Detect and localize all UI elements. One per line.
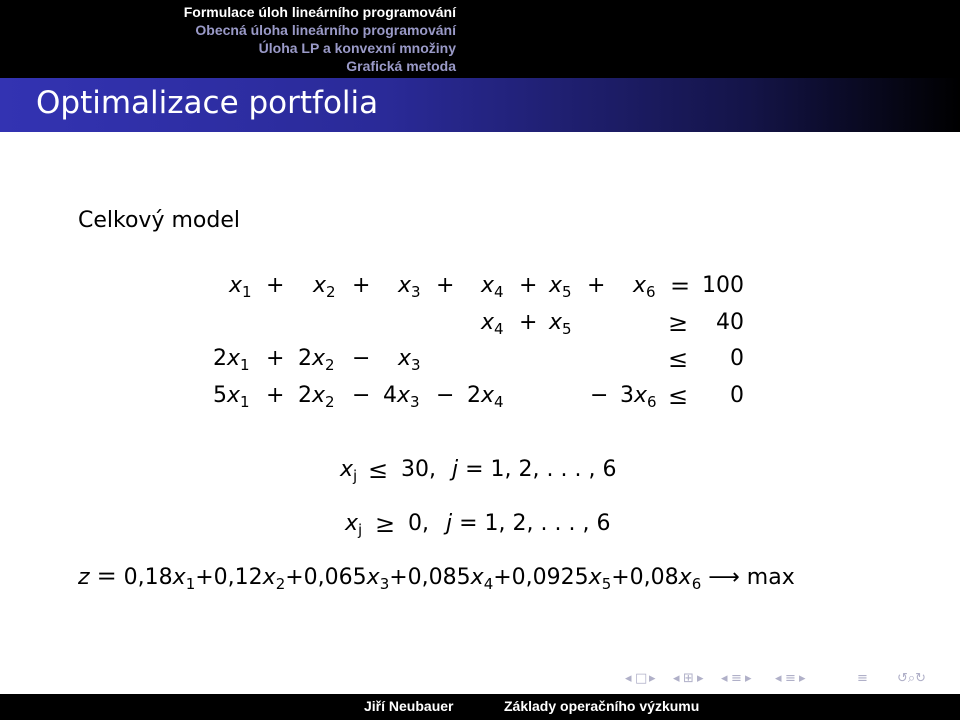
footer-left [0, 694, 480, 720]
search-icon[interactable]: ↺⌕↻ [897, 671, 927, 686]
part-prev-icon[interactable]: ◂ [775, 671, 782, 686]
frame-next-icon[interactable]: ▸ [649, 671, 656, 686]
frame-title: Optimalizace portfolia [36, 85, 379, 121]
section-next-icon[interactable]: ▸ [745, 671, 752, 686]
constraint-row-4: $5x_1$ + $2x_2$ − $4x_3$ − $2x_4$ − $3x_6$ ≤ 0 [213, 382, 744, 411]
header-bar [0, 0, 960, 78]
objective-function: $z = 0,18x_1+0,12x_2+0,065x_3+0,085x_4+0,0925x_5+0,08x_6$ ⟶ max [78, 562, 795, 593]
constraint-row-3: $2x_1$ + $2x_2$ − $x_3$ ≤ 0 [213, 345, 744, 374]
subsection-prev-icon[interactable]: ◂ [673, 671, 680, 686]
bound-row-upper: $x_j$ ≤ 30, j = 1, 2, . . . , 6 [340, 456, 617, 485]
part-icon[interactable]: ≡ [785, 671, 796, 686]
bound-row-lower: $x_j$ ≥ 0, j = 1, 2, . . . , 6 [345, 510, 611, 539]
footer-right [480, 694, 960, 720]
frame-icon[interactable]: □ [635, 671, 648, 686]
nav-section-4[interactable]: Grafická metoda [346, 58, 456, 74]
nav-section-1[interactable]: Formulace úloh lineárního programování [183, 4, 456, 20]
section-icon[interactable]: ≡ [731, 671, 742, 686]
block-heading: Celkový model [78, 208, 240, 233]
section-prev-icon[interactable]: ◂ [721, 671, 728, 686]
nav-section-2[interactable]: Obecná úloha lineárního programování [195, 22, 456, 38]
footer-course: Základy operačního výzkumu [504, 698, 700, 714]
nav-section-3[interactable]: Úloha LP a konvexní množiny [258, 40, 456, 56]
subsection-icon[interactable]: ⊞ [683, 671, 694, 686]
footer-author: Jiří Neubauer [364, 698, 454, 714]
constraint-row-2: $x_4$ + $x_5$ ≥ 40 [481, 309, 744, 338]
beamer-nav-controls [625, 668, 955, 690]
align-icon[interactable]: ≡ [857, 671, 868, 686]
constraint-row-1: $x_1$ + $x_2$ + $x_3$ + $x_4$ + $x_5$ + $x_6$ = 100 [229, 272, 744, 301]
part-next-icon[interactable]: ▸ [799, 671, 806, 686]
subsection-next-icon[interactable]: ▸ [697, 671, 704, 686]
frame-prev-icon[interactable]: ◂ [625, 671, 632, 686]
